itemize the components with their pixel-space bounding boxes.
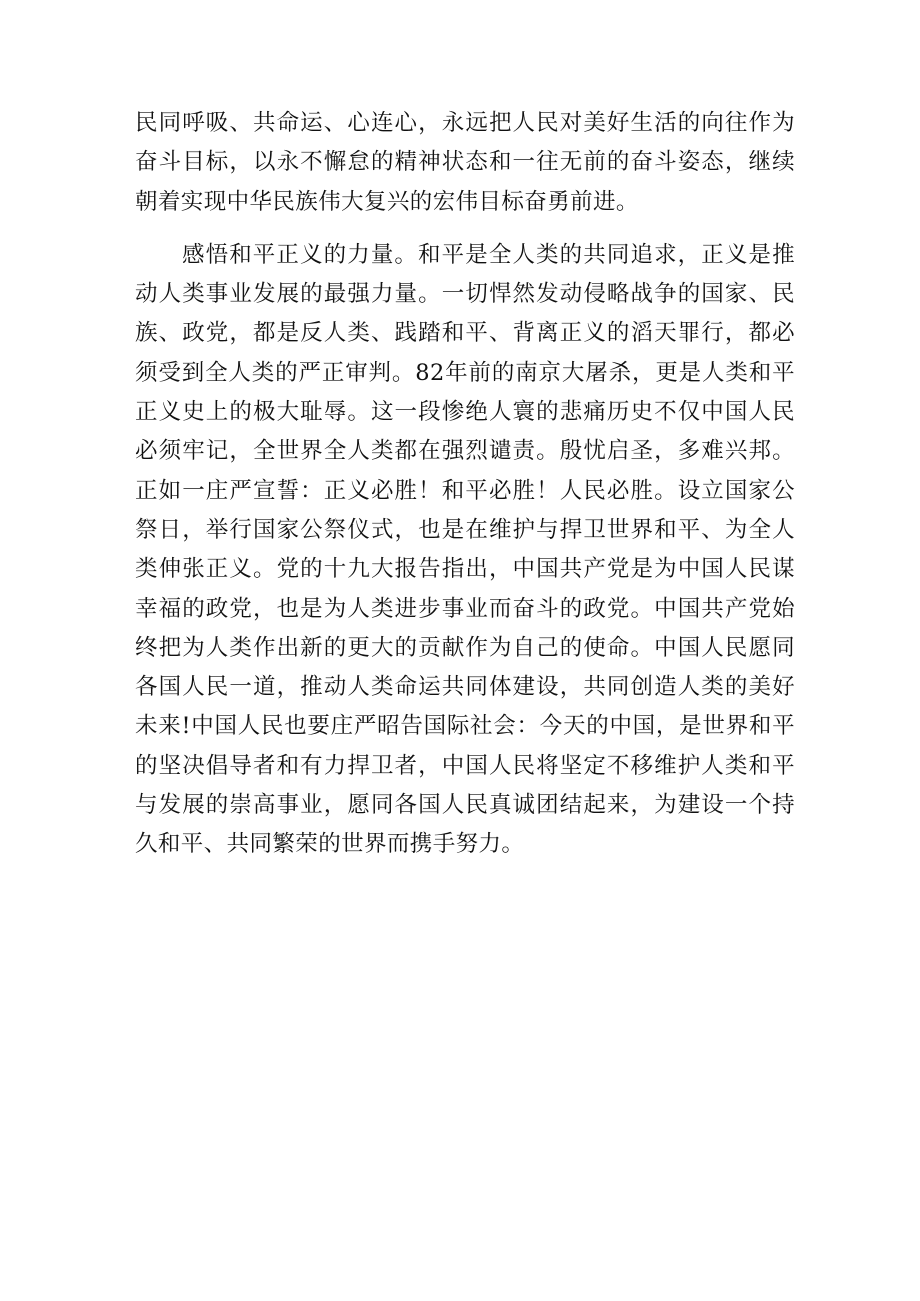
document-body xyxy=(135,104,795,865)
paragraph-peace-justice: 感悟和平正义的力量。和平是全人类的共同追求，正义是推动人类事业发展的最强力量。一切悍然发动侵略战争的国家、民族、政党，都是反人类、践踏和平、背离正义的滔天罪行，都必须受到全人类的严正审判。82年前的南京大屠杀，更是人类和平正义史上的极大耻辱。这一段惨绝人寰的悲痛历史不仅中国人民必须牢记，全世界全人类都在强烈谴责。殷忧启圣，多难兴邦。正如一庄严宣誓：正义必胜！和平必胜！人民必胜。设立国家公祭日，举行国家公祭仪式，也是在维护与捍卫世界和平、为全人类伸张正义。党的十九大报告指出，中国共产党是为中国人民谋幸福的政党，也是为人类进步事业而奋斗的政党。中国共产党始终把为人类作出新的更大的贡献作为自己的使命。中国人民愿同各国人民一道，推动人类命运共同体建设，共同创造人类的美好未来!中国人民也要庄严昭告国际社会：今天的中国，是世界和平的坚决倡导者和有力捍卫者，中国人民将坚定不移维护人类和平与发展的崇高事业，愿同各国人民真诚团结起来，为建设一个持久和平、共同繁荣的世界而携手努力。 xyxy=(135,241,795,858)
paragraph-continued: 民同呼吸、共命运、心连心，永远把人民对美好生活的向往作为奋斗目标，以永不懈怠的精神状态和一往无前的奋斗姿态，继续朝着实现中华民族伟大复兴的宏伟目标奋勇前进。 xyxy=(135,110,795,215)
